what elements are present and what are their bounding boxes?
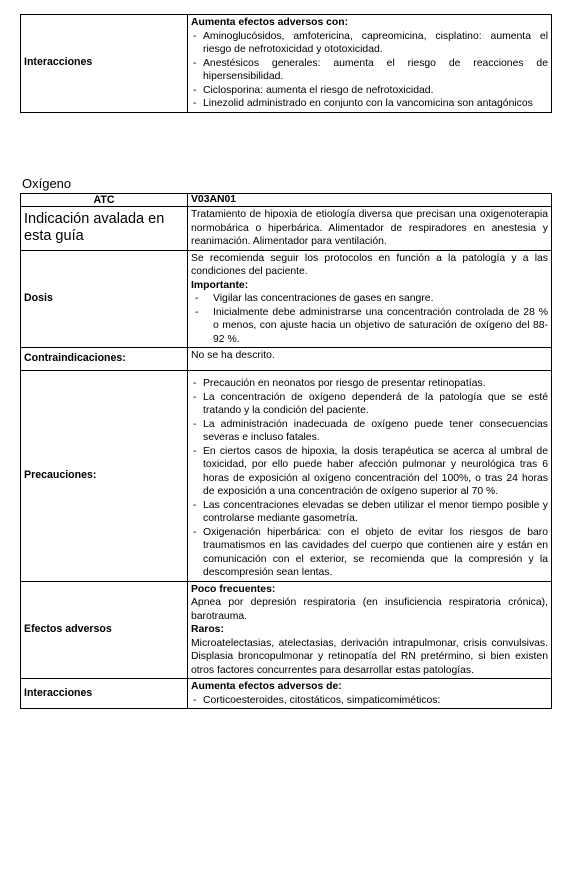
content-heading: Raros:: [191, 624, 224, 636]
content-heading: Poco frecuentes:: [191, 583, 276, 595]
content-heading: Importante:: [191, 279, 249, 291]
interaction-list: [191, 694, 548, 708]
atc-row: [21, 194, 552, 207]
dosis-row: [21, 250, 552, 348]
section-title: Oxígeno: [22, 176, 72, 191]
list-item: - Linezolid administrado en conjunto con la vancomicina son antagónicos: [191, 97, 548, 111]
list-item: - Aminoglucósidos, amfotericina, capreomicina, cisplatino: aumenta el riesgo de nefrotoxicidad y ototoxicidad.: [191, 30, 548, 57]
row-content: [188, 15, 552, 113]
dosis-list: [191, 292, 548, 346]
list-item: - Ciclosporina: aumenta el riesgo de nefrotoxicidad.: [191, 84, 548, 98]
list-item: - En ciertos casos de hipoxia, la dosis terapéutica se acerca al umbral de toxicidad, por ello puede haber afección pulmonar y neurológica tras 6 horas de exposición al oxígeno concentración del 100%, o tras 24 horas de exposición a una concentración de oxígeno superior al 70 %.: [191, 445, 548, 499]
precauciones-row: [21, 371, 552, 582]
list-item: - Vigilar las concentraciones de gases en sangre.: [191, 292, 548, 306]
interacciones-row: [21, 15, 552, 113]
row-label: Interacciones: [21, 15, 188, 113]
content-text: Apnea por depresión respiratoria (en insuficiencia respiratoria crónica), barotrauma.: [191, 597, 548, 622]
list-item: - Oxigenación hiperbárica: con el objeto de evitar los riesgos de baro traumatismos en las cavidades del cuerpo que contienen aire y están en comunicación con el exterior, se recomienda que la compresión y la descompresión sean lentas.: [191, 526, 548, 580]
row-label: Indicación avalada en esta guía: [21, 207, 188, 251]
atc-code: V03AN01: [188, 194, 552, 207]
list-item: - La administración inadecuada de oxígeno puede tener consecuencias severas e incluso fatales.: [191, 418, 548, 445]
precauciones-list: [191, 377, 548, 580]
row-content: [188, 581, 552, 679]
list-item: - Corticoesteroides, citostáticos, simpaticomiméticos:: [191, 694, 548, 708]
interactions-table-top: [20, 14, 552, 113]
row-label: Interacciones: [21, 679, 188, 709]
list-item: - Precaución en neonatos por riesgo de presentar retinopatías.: [191, 377, 548, 391]
content-text: Se recomienda seguir los protocolos en función a la patología y a las condiciones del paciente.: [191, 252, 548, 278]
indicacion-row: [21, 207, 552, 251]
content-heading: Aumenta efectos adversos de:: [191, 681, 342, 693]
efectos-row: [21, 581, 552, 679]
content-heading: Aumenta efectos adversos con:: [191, 17, 349, 28]
row-label: Efectos adversos: [21, 581, 188, 679]
row-content: [188, 679, 552, 709]
contraindicaciones-row: [21, 348, 552, 371]
interacciones-row: [21, 679, 552, 709]
atc-label: ATC: [21, 194, 188, 207]
list-item: - Anestésicos generales: aumenta el riesgo de reacciones de hipersensibilidad.: [191, 57, 548, 84]
list-item: - Inicialmente debe administrarse una concentración controlada de 28 % o menos, con ajuste hacia un objetivo de saturación de oxígeno del 88-92 %.: [191, 306, 548, 347]
row-content: [188, 250, 552, 348]
row-label: Contraindicaciones:: [21, 348, 188, 371]
oxygen-monograph-table: [20, 193, 552, 709]
list-item: - La concentración de oxígeno dependerá de la patología que se esté tratando y la condición del paciente.: [191, 391, 548, 418]
row-content: [188, 371, 552, 582]
row-content: No se ha descrito.: [188, 348, 552, 371]
content-text: Microatelectasias, atelectasias, derivación intrapulmonar, crisis convulsivas. Displasia broncopulmonar y retinopatía del RN pretérmino, si bien existen otros factores concurrentes para desarrollar estas patologías.: [191, 637, 548, 676]
row-label: Precauciones:: [21, 371, 188, 582]
row-label: Dosis: [21, 250, 188, 348]
row-content: Tratamiento de hipoxia de etiología diversa que precisan una oxigenoterapia normobárica o hiperbárica. Alimentador de respiradores en anestesia y reanimación. Alimentador para ventilación.: [188, 207, 552, 251]
interaction-list: [191, 30, 548, 111]
list-item: - Las concentraciones elevadas se deben utilizar el menor tiempo posible y controlarse mediante gasometría.: [191, 499, 548, 526]
